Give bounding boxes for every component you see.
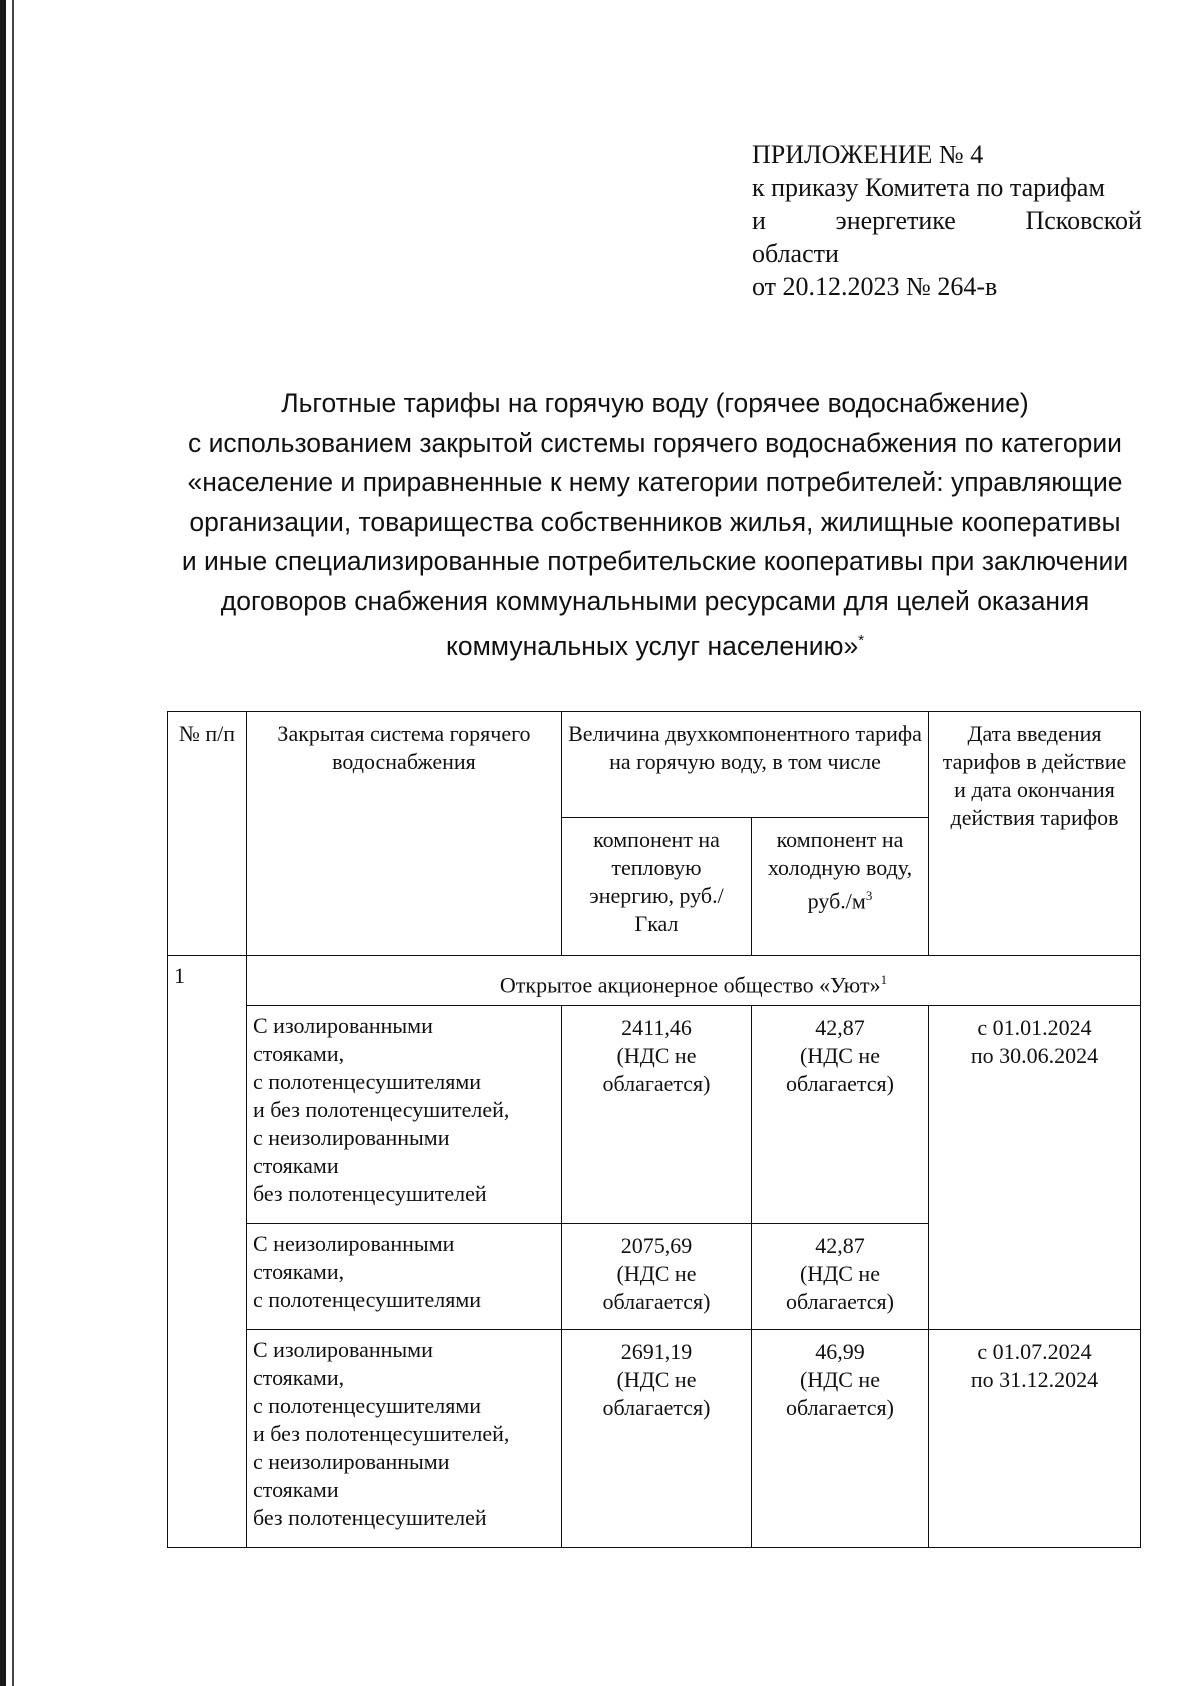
- system-cell: С изолированными стояками, с полотенцесушителями и без полотенцесушителей, с неизолированными стояками без полотенцесушителей: [247, 1330, 562, 1548]
- appendix-committee-line: [752, 204, 1142, 237]
- group-row: [168, 956, 1141, 1006]
- cold-component-cell: 42,87 (НДС не облагается): [752, 1006, 929, 1224]
- scan-edge-line: [12, 0, 14, 1686]
- header-row: [168, 712, 1141, 818]
- heat-component-cell: 2075,69 (НДС не облагается): [562, 1224, 752, 1330]
- header-num: № п/п: [168, 712, 247, 956]
- table-row: [168, 1330, 1141, 1548]
- title-line: и иные специализированные потребительские кооперативы при заключении: [181, 546, 1129, 576]
- appendix-word: энергетике: [835, 206, 956, 235]
- appendix-order-line: к приказу Комитета по тарифам: [752, 173, 1105, 202]
- title-line: «население и приравненные к нему категории потребителей: управляющие: [187, 467, 1123, 497]
- system-cell: С изолированными стояками, с полотенцесушителями и без полотенцесушителей, с неизолированными стояками без полотенцесушителей: [247, 1006, 562, 1224]
- heat-component-cell: 2411,46 (НДС не облагается): [562, 1006, 752, 1224]
- scan-edge: [0, 0, 6, 1686]
- cold-component-cell: 42,87 (НДС не облагается): [752, 1224, 929, 1330]
- organization-name: Открытое акционерное общество «Уют»$^1$: [247, 956, 1141, 1006]
- heat-component-cell: 2691,19 (НДС не облагается): [562, 1330, 752, 1548]
- appendix-region-line: области: [752, 239, 839, 268]
- title-line: договоров снабжения коммунальными ресурсами для целей оказания: [220, 585, 1090, 616]
- period-cell: с 01.07.2024 по 31.12.2024: [929, 1330, 1141, 1548]
- appendix-word: Псковской: [1025, 206, 1142, 235]
- header-heat: компонент на тепловую энергию, руб./Гкал: [562, 818, 752, 956]
- row-number: 1: [168, 956, 247, 1548]
- document-title: [180, 384, 1130, 666]
- title-line: Льготные тарифы на горячую воду (горячее водоснабжение): [281, 388, 1029, 418]
- tariff-table: [167, 711, 1141, 1548]
- footnote-mark: *: [858, 632, 865, 649]
- cold-component-cell: 46,99 (НДС не облагается): [752, 1330, 929, 1548]
- header-value: Величина двухкомпонентного тарифа на горячую воду, в том числе: [562, 712, 929, 818]
- header-cold: компонент на холодную воду, $руб./м^3$: [752, 818, 929, 956]
- system-cell: С неизолированными стояками, с полотенцесушителями: [247, 1224, 562, 1330]
- appendix-block: [752, 138, 1142, 303]
- period-cell: с 01.01.2024 по 30.06.2024: [929, 1006, 1141, 1330]
- title-line: организации, товарищества собственников жилья, жилищные кооперативы: [189, 506, 1121, 537]
- title-line: с использованием закрытой системы горячего водоснабжения по категории: [188, 427, 1122, 458]
- header-dates: Дата введения тарифов в действие и дата окончания действия тарифов: [929, 712, 1141, 956]
- appendix-title: ПРИЛОЖЕНИЕ № 4: [752, 140, 984, 169]
- appendix-date-line: от 20.12.2023 № 264-в: [752, 272, 998, 301]
- header-system: Закрытая система горячего водоснабжения: [247, 712, 562, 956]
- table-row: [168, 1006, 1141, 1224]
- appendix-word: и: [752, 206, 766, 235]
- title-line-last: коммунальных услуг населению»*: [445, 630, 865, 661]
